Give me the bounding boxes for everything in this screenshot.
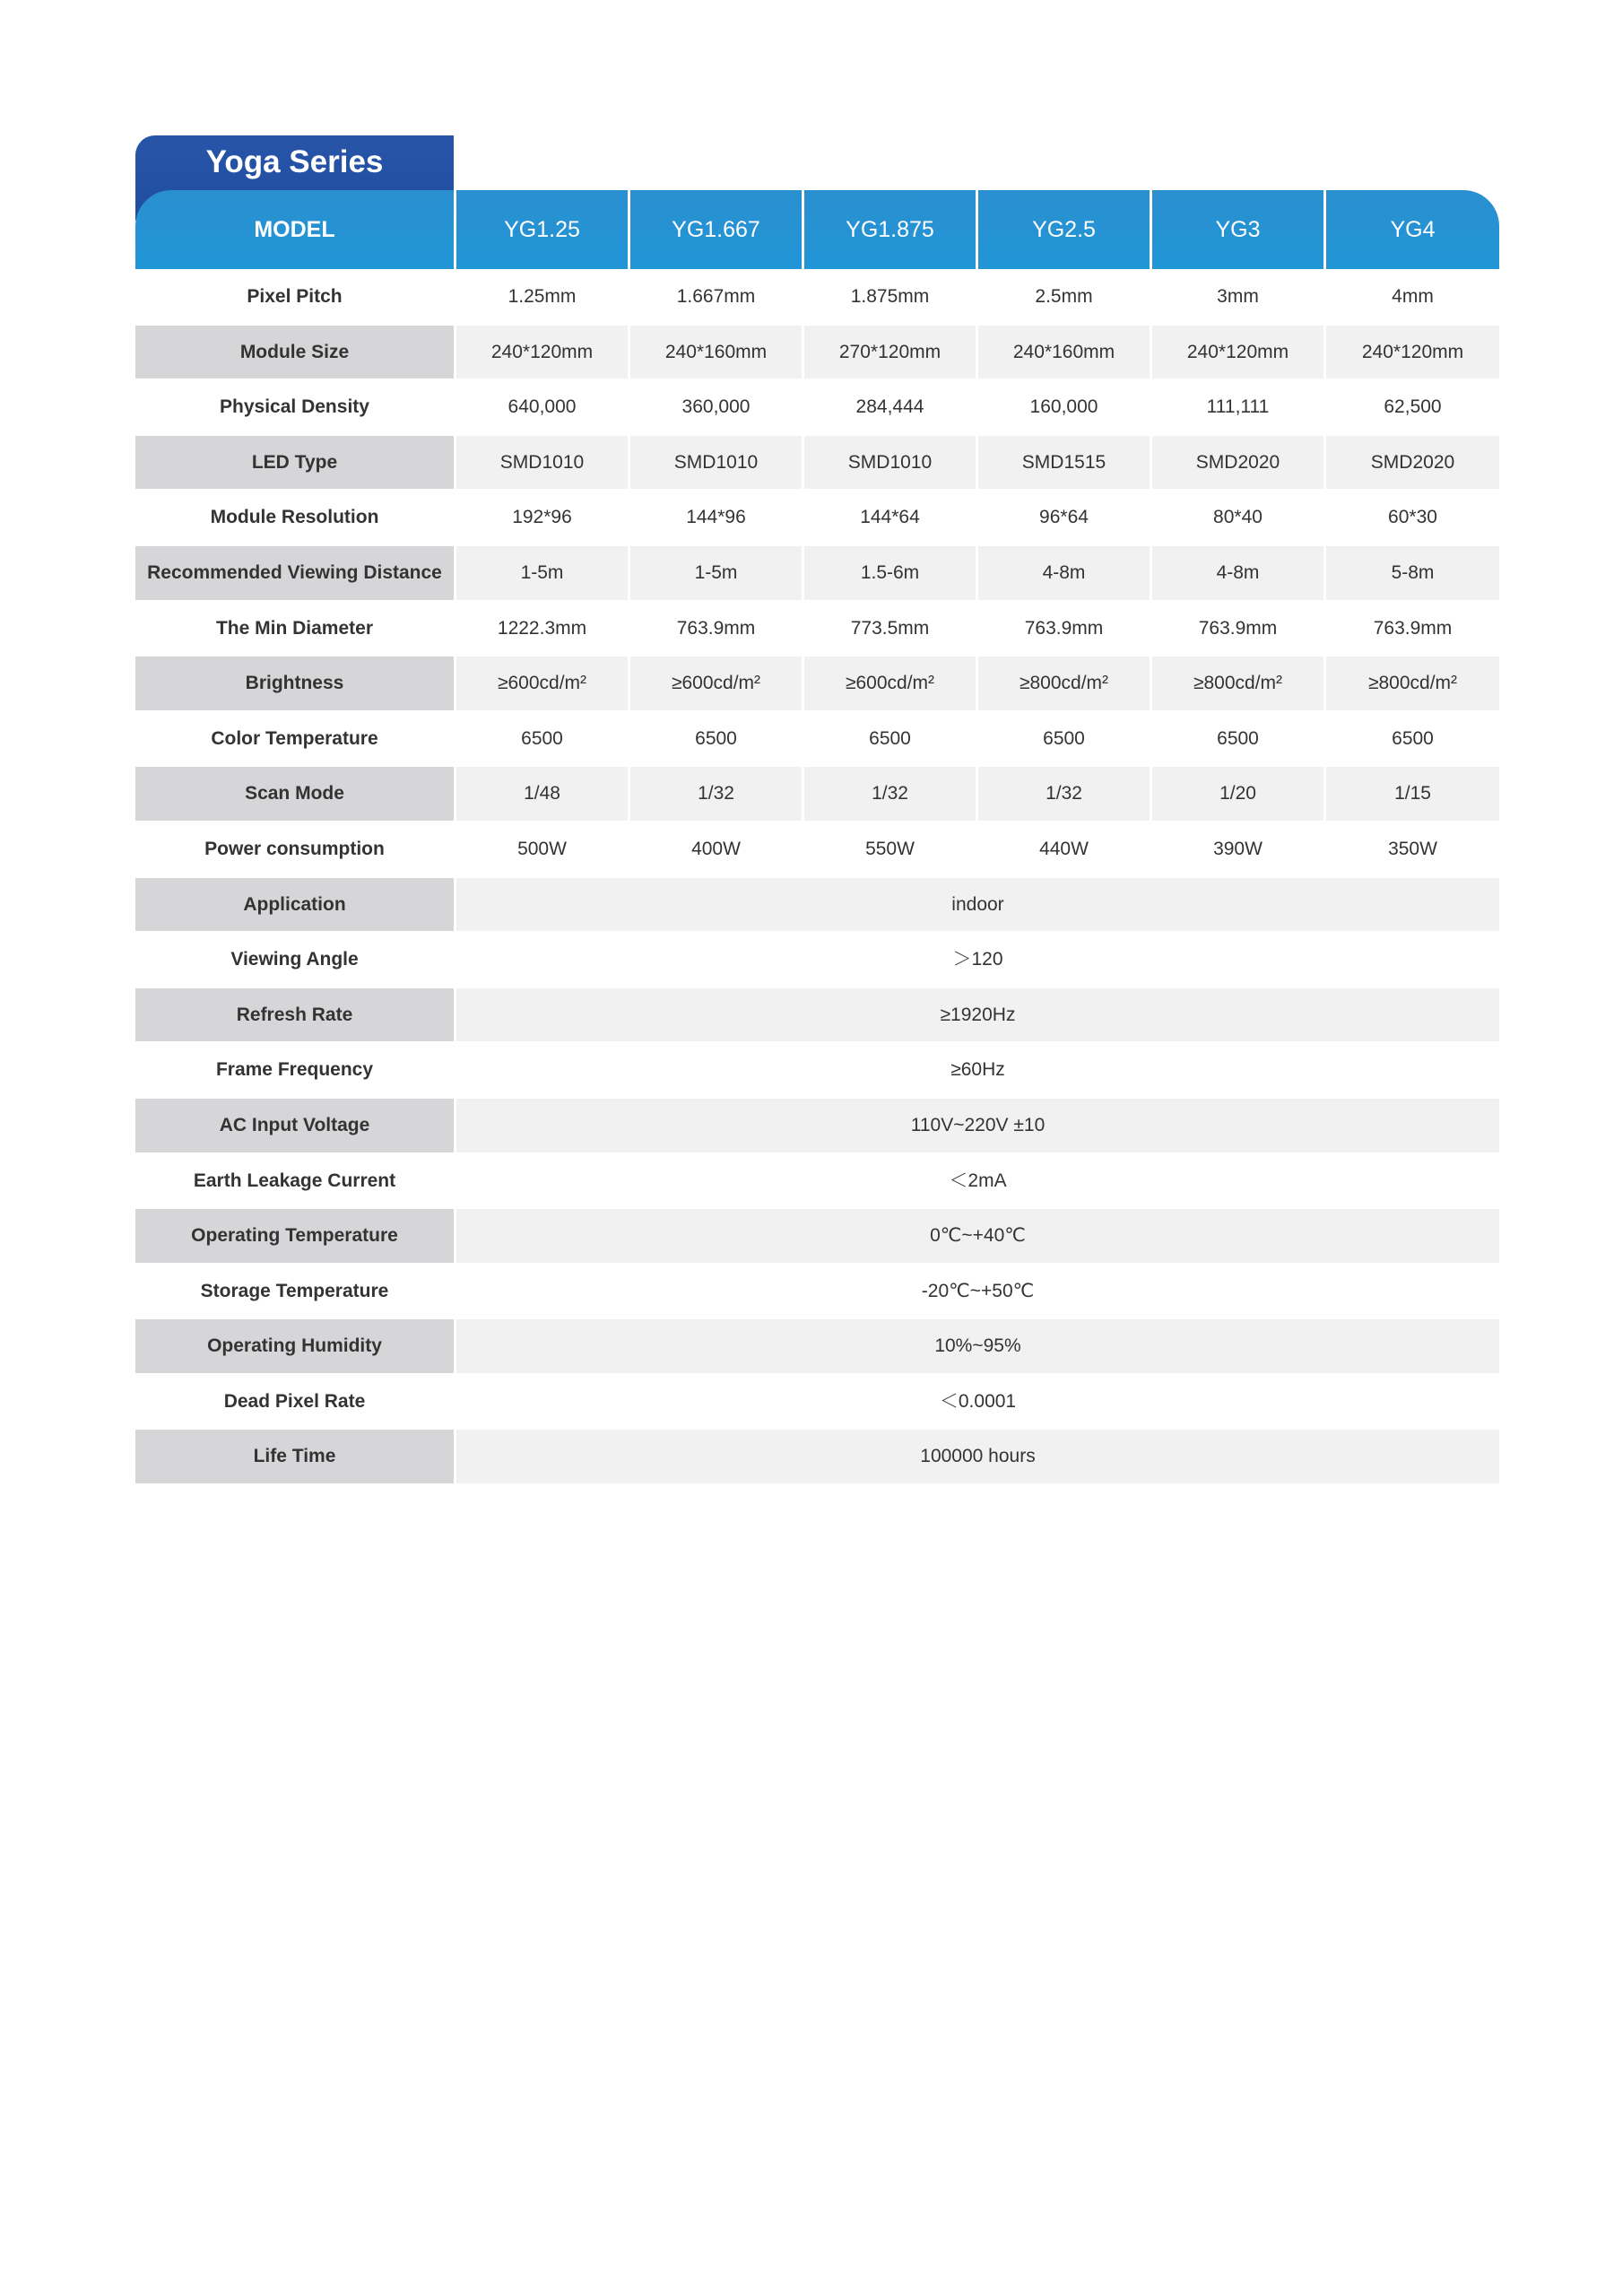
value-cell: SMD1010 [804,436,976,490]
value-cell: 240*120mm [456,326,628,379]
value-cell-span: indoor [456,878,1499,932]
value-cell: 60*30 [1388,507,1437,528]
value-cell: 6500 [1043,727,1085,749]
value-cell: SMD1010 [456,436,628,490]
value-cell: 1/32 [978,767,1150,821]
table-row [135,987,1499,1043]
table-row [135,1153,1499,1209]
value-cell: 62,500 [1384,396,1442,418]
value-cell-span: ＜2mA [949,1170,1007,1191]
value-cell: 1/20 [1152,767,1323,821]
table-row [135,1208,1499,1264]
model-header-cell: YG1.25 [456,190,628,269]
value-cell: 1-5m [456,546,628,600]
value-cell: ≥800cd/m² [1326,657,1499,710]
row-label: AC Input Voltage [135,1099,454,1152]
value-cell: 1/48 [456,767,628,821]
value-cell-span: ＜0.0001 [939,1390,1017,1412]
value-cell: 6500 [695,727,737,749]
value-cell-span: 0℃~+40℃ [456,1209,1499,1263]
value-cell: 440W [1039,838,1089,859]
value-cell-span: 110V~220V ±10 [456,1099,1499,1152]
row-label: Brightness [135,657,454,710]
value-cell-span: 100000 hours [456,1430,1499,1483]
value-cell: ≥800cd/m² [1152,657,1323,710]
value-cell: 763.9mm [1024,617,1104,639]
value-cell: 1/15 [1326,767,1499,821]
table-header [135,190,1499,269]
row-label: Refresh Rate [135,988,454,1042]
value-cell: SMD1515 [978,436,1150,490]
value-cell-span: ≥1920Hz [456,988,1499,1042]
value-cell: 4-8m [1152,546,1323,600]
value-cell: 240*120mm [1152,326,1323,379]
row-label: The Min Diameter [215,617,374,639]
row-label: Operating Temperature [135,1209,454,1263]
value-cell: 400W [691,838,741,859]
row-label: Earth Leakage Current [193,1170,396,1191]
spec-rows [135,269,1499,1484]
value-cell: 80*40 [1213,507,1263,528]
row-label: Color Temperature [211,727,378,749]
value-cell: 4mm [1392,286,1434,307]
table-row [135,877,1499,933]
model-header-cell: YG2.5 [978,190,1150,269]
table-row [135,1318,1499,1374]
value-cell: 240*160mm [978,326,1150,379]
value-cell: SMD1010 [630,436,802,490]
value-cell: 773.5mm [850,617,930,639]
value-cell: 1.25mm [508,286,577,307]
row-label: Viewing Angle [230,949,359,970]
series-title: Yoga Series [205,144,384,179]
row-label: Life Time [135,1430,454,1483]
table-row [135,766,1499,822]
value-cell: 240*160mm [630,326,802,379]
value-cell: SMD2020 [1326,436,1499,490]
table-row [135,1429,1499,1484]
table-row [135,379,1499,435]
value-cell: ≥600cd/m² [630,657,802,710]
row-label: Module Size [135,326,454,379]
row-label: Recommended Viewing Distance [135,546,454,600]
value-cell: 6500 [1392,727,1434,749]
value-cell-span: -20℃~+50℃ [921,1280,1035,1301]
table-row [135,490,1499,545]
value-cell: 5-8m [1326,546,1499,600]
value-cell-span: 10%~95% [456,1319,1499,1373]
model-header-label: MODEL [135,190,454,269]
table-row [135,269,1499,325]
value-cell: 763.9mm [1198,617,1278,639]
value-cell: 6500 [869,727,911,749]
value-cell: 500W [517,838,567,859]
value-cell: 1.5-6m [804,546,976,600]
model-header-cell: YG1.875 [804,190,976,269]
value-cell: 763.9mm [1373,617,1453,639]
table-row [135,711,1499,767]
row-label: LED Type [135,436,454,490]
value-cell: ≥800cd/m² [978,657,1150,710]
row-label: Pixel Pitch [247,286,343,307]
value-cell: SMD2020 [1152,436,1323,490]
table-row [135,932,1499,987]
value-cell: 6500 [521,727,563,749]
table-row [135,1098,1499,1153]
value-cell: 350W [1388,838,1437,859]
value-cell: 144*96 [686,507,746,528]
value-cell: 763.9mm [676,617,756,639]
value-cell: 284,444 [855,396,924,418]
table-row [135,1042,1499,1098]
value-cell: 240*120mm [1326,326,1499,379]
value-cell: 160,000 [1029,396,1098,418]
value-cell: 111,111 [1206,396,1270,418]
table-row [135,1264,1499,1319]
value-cell: 390W [1213,838,1263,859]
value-cell: 3mm [1217,286,1259,307]
row-label: Operating Humidity [135,1319,454,1373]
row-label: Physical Density [220,396,369,418]
table-row [135,435,1499,491]
value-cell: 192*96 [512,507,572,528]
value-cell: ≥600cd/m² [804,657,976,710]
value-cell: 1-5m [630,546,802,600]
value-cell: 1/32 [630,767,802,821]
value-cell: 96*64 [1039,507,1089,528]
value-cell: 1/32 [804,767,976,821]
row-label: Power consumption [204,838,385,859]
table-row [135,822,1499,877]
value-cell-span: ＞120 [952,949,1003,970]
table-row [135,1374,1499,1430]
value-cell: 640,000 [508,396,577,418]
row-label: Module Resolution [210,507,379,528]
value-cell: ≥600cd/m² [456,657,628,710]
row-label: Scan Mode [135,767,454,821]
row-label: Frame Frequency [215,1059,374,1081]
table-row [135,601,1499,657]
table-row [135,325,1499,380]
model-header-cell: YG1.667 [630,190,802,269]
value-cell: 6500 [1217,727,1259,749]
value-cell: 2.5mm [1035,286,1093,307]
table-row [135,656,1499,711]
value-cell: 1.875mm [850,286,930,307]
value-cell: 270*120mm [804,326,976,379]
table-row [135,545,1499,601]
value-cell: 550W [865,838,915,859]
value-cell: 1.667mm [676,286,756,307]
value-cell: 360,000 [681,396,751,418]
value-cell: 144*64 [860,507,920,528]
model-header-cell: YG4 [1326,190,1499,269]
value-cell: 4-8m [978,546,1150,600]
model-header-cell: YG3 [1152,190,1323,269]
value-cell-span: ≥60Hz [950,1059,1005,1081]
row-label: Application [135,878,454,932]
row-label: Storage Temperature [200,1280,389,1301]
value-cell: 1222.3mm [497,617,587,639]
row-label: Dead Pixel Rate [223,1390,366,1412]
